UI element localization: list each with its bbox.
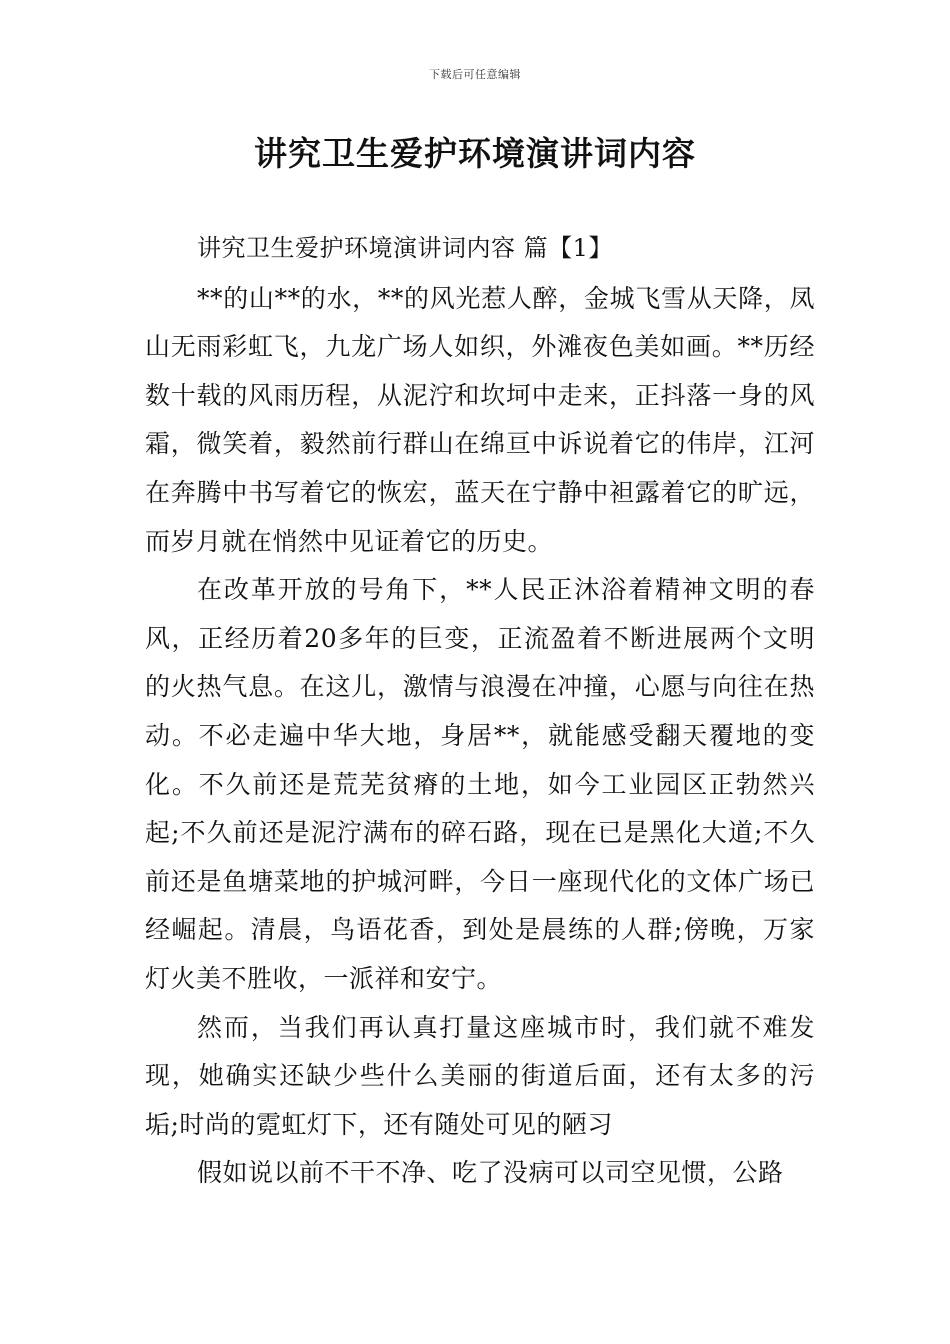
paragraph-1: **的山**的水，**的风光惹人醉，金城飞雪从天降，凤山无雨彩虹飞，九龙广场人如织，外滩夜色美如画。**历经数十载的风雨历程，从泥泞和坎坷中走来，正抖落一身的风霜，微笑着，毅然前行群山在绵亘中诉说着它的伟岸，江河在奔腾中书写着它的恢宏，蓝天在宁静中袒露着它的旷远，而岁月就在悄然中见证着它的历史。 — [145, 283, 815, 556]
paragraph-3: 然而，当我们再认真打量这座城市时，我们就不难发现，她确实还缺少些什么美丽的街道后面，还有太多的污垢;时尚的霓虹灯下，还有随处可见的陋习 — [145, 1012, 815, 1139]
document-title: 讲究卫生爱护环境演讲词内容 — [254, 134, 696, 173]
header-note: 下载后可任意编辑 — [429, 68, 521, 81]
paragraph-2: 在改革开放的号角下，**人民正沐浴着精神文明的春风，正经历着20多年的巨变，正流盈着不断进展两个文明的火热气息。在这儿，激情与浪漫在冲撞，心愿与向往在热动。不必走遍中华大地，身居**，就能感受翻天覆地的变化。不久前还是荒芜贫瘠的土地，如今工业园区正勃然兴起;不久前还是泥泞满布的碎石路，现在已是黑化大道;不久前还是鱼塘菜地的护城河畔，今日一座现代化的文体广场已经崛起。清晨，鸟语花香，到处是晨练的人群;傍晚，万家灯火美不胜收，一派祥和安宁。 — [145, 575, 815, 993]
document-body — [145, 224, 815, 1198]
paragraph-4: 假如说以前不干不净、吃了没病可以司空见惯，公路 — [197, 1158, 784, 1188]
section-heading: 讲究卫生爱护环境演讲词内容 篇【1】 — [197, 234, 613, 262]
